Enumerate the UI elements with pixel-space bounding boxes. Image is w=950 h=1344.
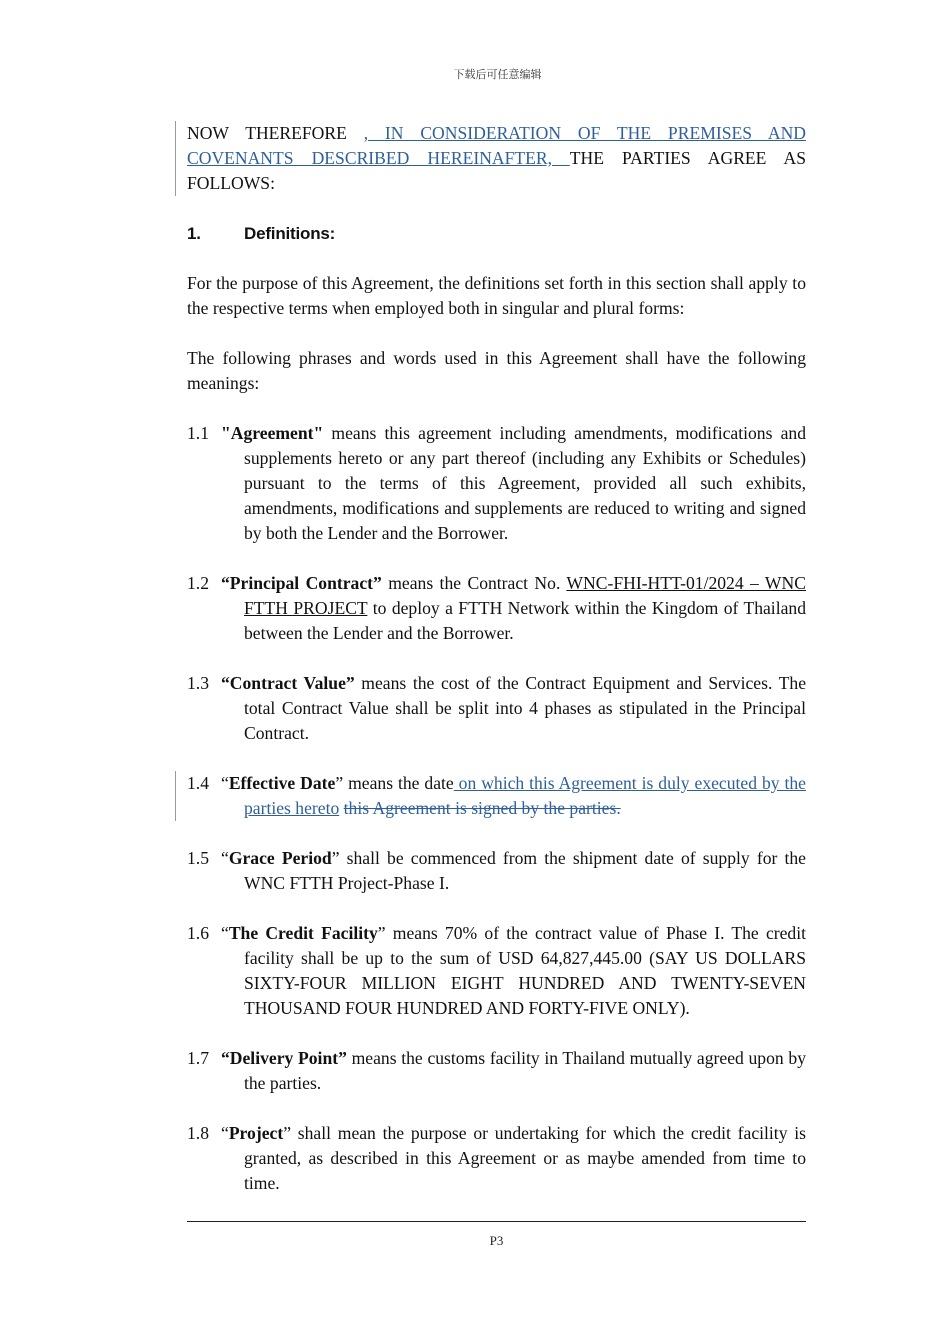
definition-term: Effective Date — [228, 773, 336, 793]
purpose-paragraph: For the purpose of this Agreement, the definitions set forth in this section shall apply to the respective terms when employed both in singular and plural forms: — [187, 273, 806, 318]
document-body — [187, 121, 806, 1196]
definition-number: 1.8 — [187, 1123, 209, 1143]
intro-tail: THE PARTIES AGREE AS FOLLOWS: — [187, 148, 807, 193]
definition-text: means the cost of the Contract Equipment and Services. The total Contract Value shall be split into 4 phases as stipulated in the Principal Contract. — [244, 673, 807, 743]
intro-paragraph — [187, 121, 806, 196]
definition-term: The Credit Facility — [228, 923, 378, 943]
section-number: 1. — [187, 224, 201, 243]
quote-open: “ — [221, 773, 229, 793]
definition-number: 1.2 — [187, 573, 209, 593]
meanings-paragraph: The following phrases and words used in this Agreement shall have the following meanings: — [187, 348, 806, 393]
definition-number: 1.7 — [187, 1048, 209, 1068]
definition-number: 1.5 — [187, 848, 209, 868]
definition-term: "Agreement" — [221, 423, 324, 443]
section-title: Definitions: — [244, 224, 336, 243]
contract-reference: WNC-FHI-HTT-01/2024 – WNC FTTH PROJECT — [244, 573, 806, 618]
definition-text: means the date — [343, 773, 454, 793]
quote-close: ” — [377, 923, 386, 943]
quote-open: “ — [221, 1123, 229, 1143]
inserted-text: , IN CONSIDERATION OF THE PREMISES AND COVENANTS DESCRIBED HEREINAFTER, — [187, 123, 806, 168]
definition-effective-date — [187, 771, 806, 821]
quote-open: “ — [221, 923, 229, 943]
page-number: P3 — [489, 1233, 504, 1248]
footer-rule — [187, 1221, 806, 1222]
definition-term: Grace Period — [228, 848, 332, 868]
deleted-text: this Agreement is signed by the parties. — [343, 798, 621, 818]
definition-delivery-point — [187, 1046, 806, 1096]
definition-text: means the Contract No. — [381, 573, 567, 593]
definition-number: 1.3 — [187, 673, 209, 693]
definition-agreement — [187, 421, 806, 546]
definition-term: “Contract Value” — [221, 673, 355, 693]
section-heading — [187, 221, 806, 246]
definition-text: means the customs facility in Thailand mutually agreed upon by the parties. — [244, 1048, 807, 1093]
definition-text: means this agreement including amendments, modifications and supplements hereto or any part thereof (including any Exhibits or Schedules) pursuant to the terms of this Agreement, provided all such exhibits, amendments, modifications and supplements are reduced to writing and signed by both the Lender and the Borrower. — [244, 423, 806, 543]
definition-grace-period — [187, 846, 806, 896]
definition-term: “Delivery Point” — [221, 1048, 347, 1068]
definition-principal-contract — [187, 571, 806, 646]
definition-credit-facility — [187, 921, 806, 1021]
quote-close: ” — [283, 1123, 291, 1143]
definition-text: shall mean the purpose or undertaking for which the credit facility is granted, as described in this Agreement or as maybe amended from time to time. — [244, 1123, 806, 1193]
quote-open: “ — [221, 848, 229, 868]
definition-text: means 70% of the contract value of Phase I. The credit facility shall be up to the sum of USD 64,827,445.00 (SAY US DOLLARS SIXTY-FOUR MILLION EIGHT HUNDRED AND TWENTY-SEVEN THOUSAND FOUR HUNDRED AND FORTY-FIVE ONLY). — [244, 923, 806, 1018]
definition-project — [187, 1121, 806, 1196]
page-header: 下载后可任意编辑 — [453, 68, 542, 81]
inserted-text: on which this Agreement is duly executed by the parties hereto — [244, 773, 806, 818]
definition-number: 1.4 — [187, 773, 209, 793]
definition-text: shall be commenced from the shipment date of supply for the WNC FTTH Project-Phase I. — [244, 848, 806, 893]
definition-term: Project — [228, 1123, 284, 1143]
intro-lead: NOW THEREFORE — [187, 123, 347, 143]
definition-number: 1.6 — [187, 923, 209, 943]
definition-number: 1.1 — [187, 423, 209, 443]
quote-close: ” — [335, 773, 344, 793]
definition-term: “Principal Contract” — [221, 573, 382, 593]
definition-text: to deploy a FTTH Network within the Kingdom of Thailand between the Lender and the Borrower. — [244, 598, 806, 643]
definition-contract-value — [187, 671, 806, 746]
quote-close: ” — [331, 848, 340, 868]
